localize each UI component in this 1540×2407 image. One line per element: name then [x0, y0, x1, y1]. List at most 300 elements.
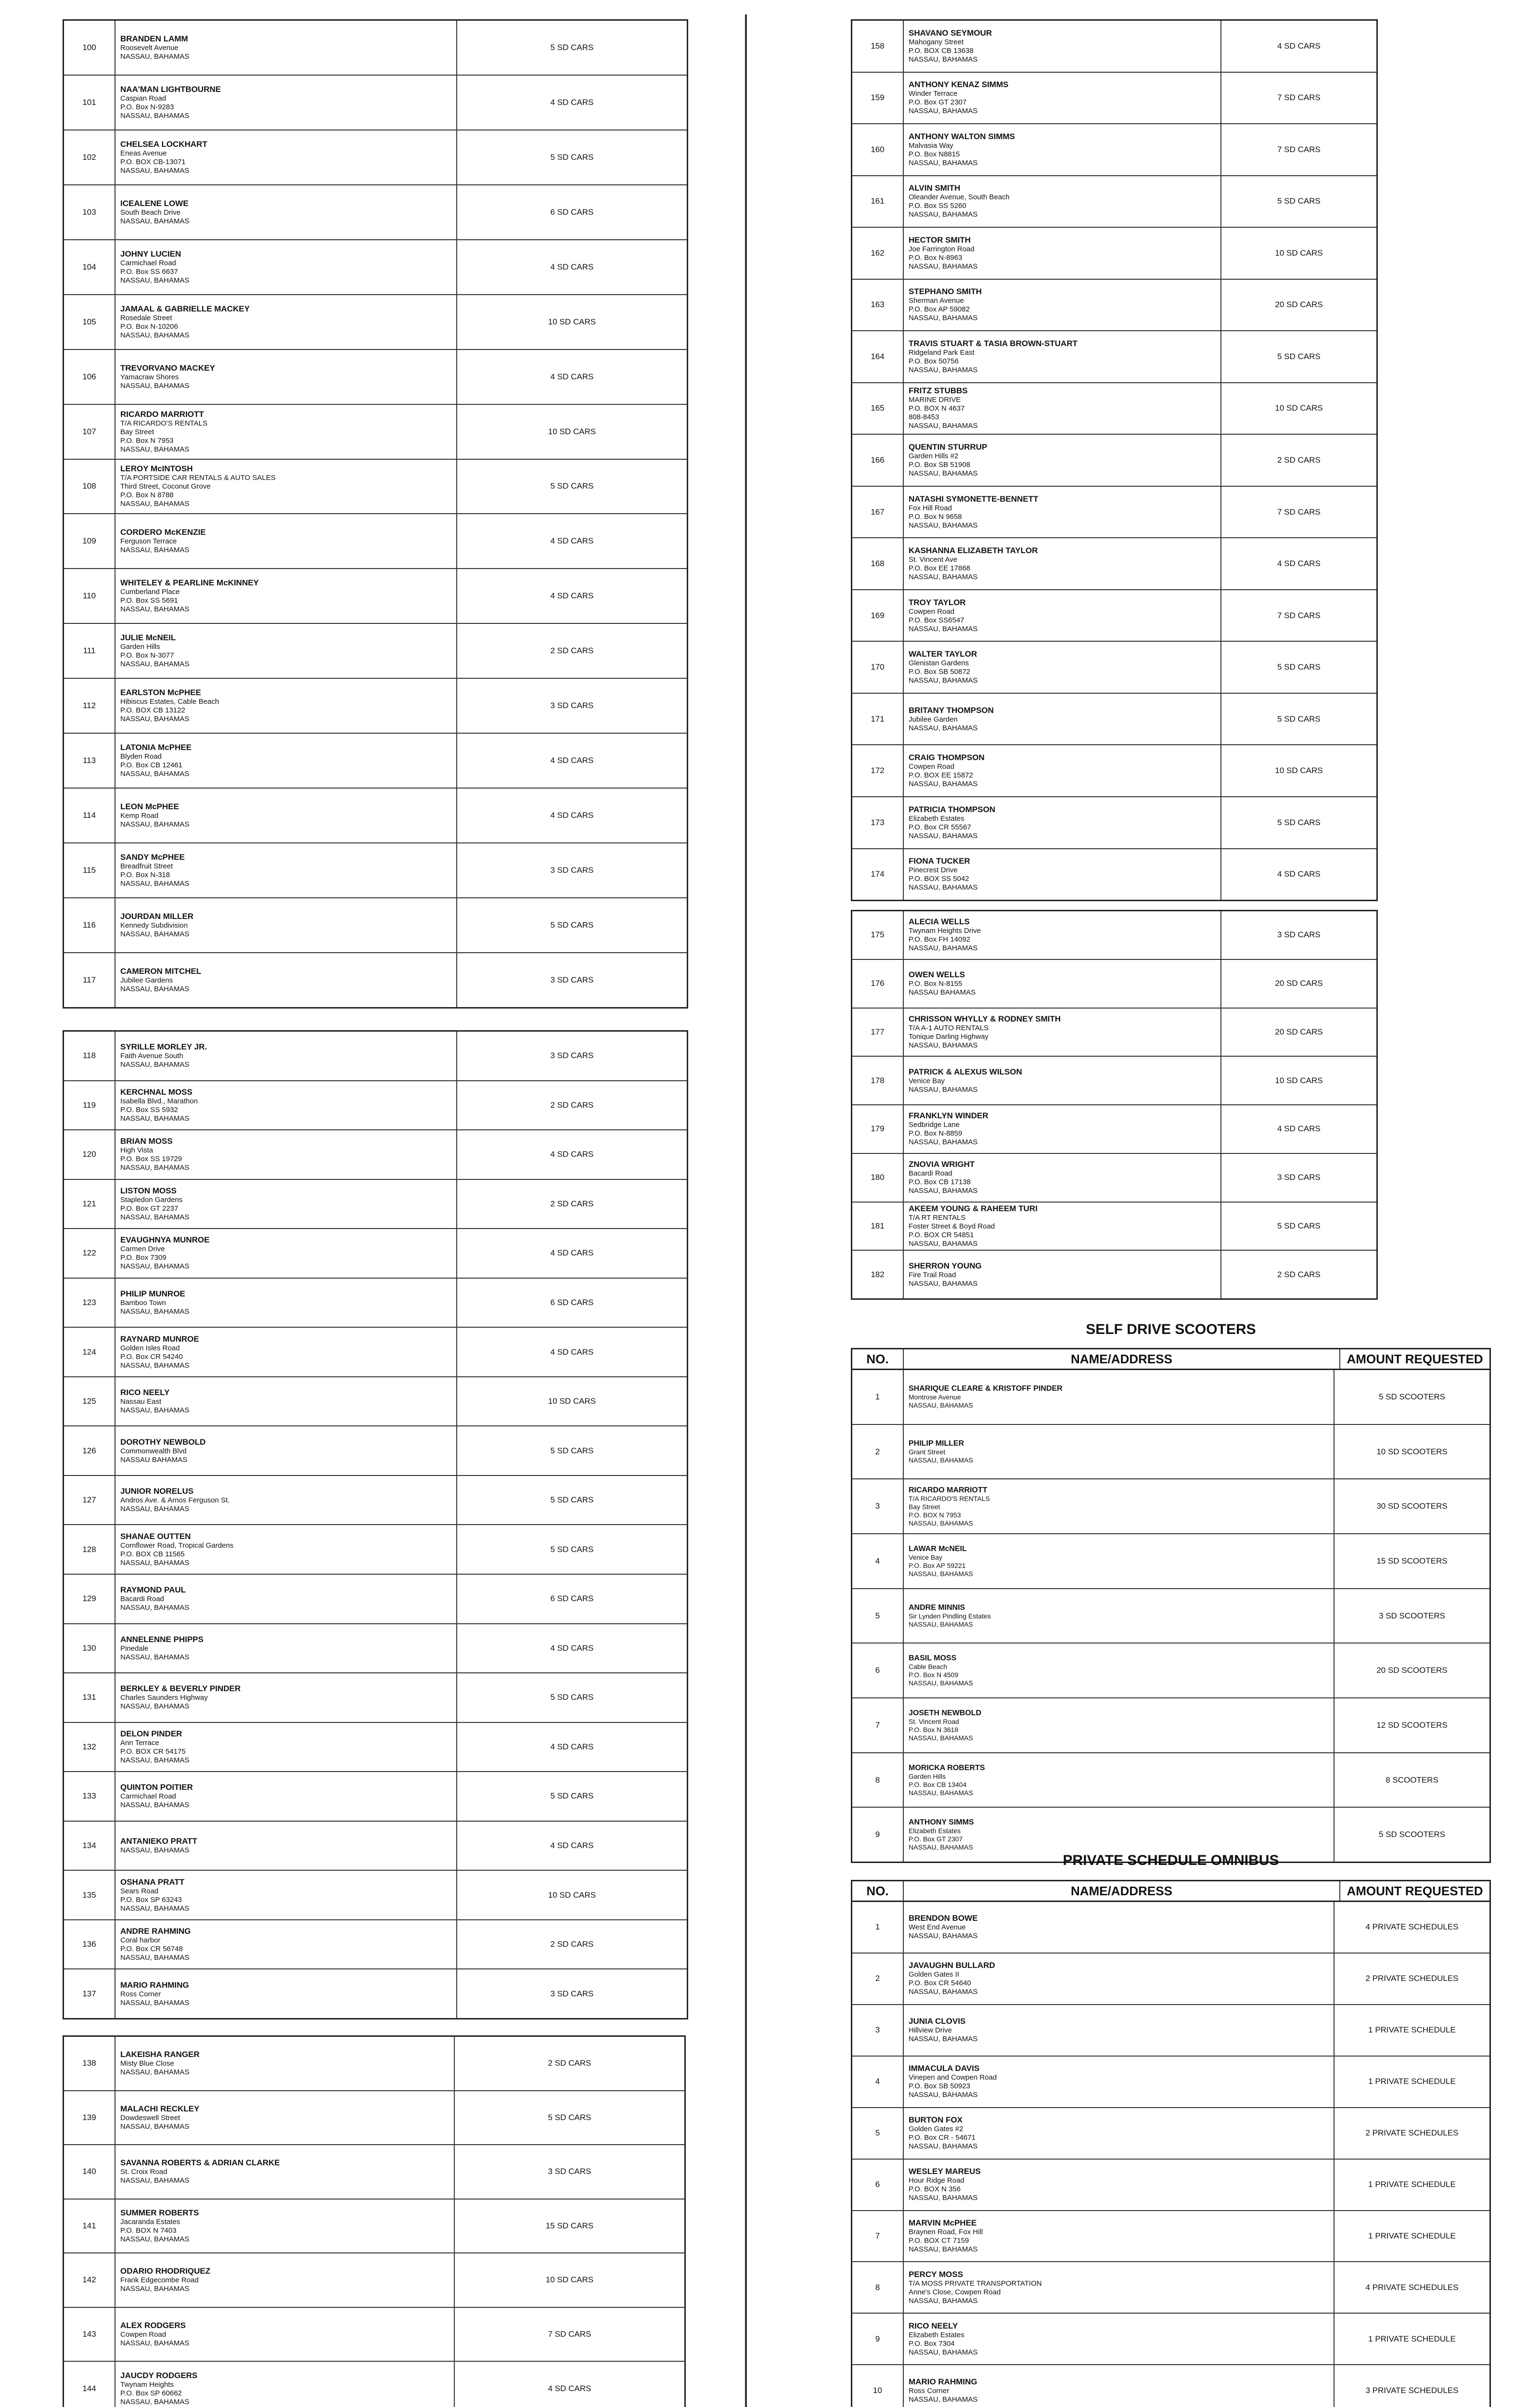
- licensee-name: PHILIP MILLER: [909, 1439, 964, 1448]
- amount-requested: 5 SD SCOOTERS: [1379, 1392, 1445, 1401]
- address-line: NASSAU, BAHAMAS: [120, 2176, 190, 2185]
- address-line: P.O. Box CB 13404: [909, 1780, 967, 1788]
- name-address-cell: [116, 1723, 457, 1772]
- address-line: P.O. Box GT 2237: [120, 1204, 179, 1213]
- address-line: NASSAU, BAHAMAS: [909, 1401, 973, 1410]
- address-line: P.O. Box SP 63243: [120, 1895, 182, 1904]
- table-row: [64, 2091, 684, 2146]
- address-line: Stapledon Gardens: [120, 1195, 183, 1204]
- address-line: NASSAU, BAHAMAS: [120, 111, 190, 120]
- row-number: 2: [852, 1954, 904, 2004]
- name-address-cell: [904, 1203, 1221, 1250]
- table-row: [852, 2314, 1489, 2365]
- address-line: Kemp Road: [120, 812, 159, 820]
- address-line: NASSAU, BAHAMAS: [909, 469, 978, 478]
- row-number: 127: [64, 1476, 116, 1525]
- address-line: NASSAU, BAHAMAS: [120, 1801, 190, 1810]
- table-block-158-174: [851, 19, 1378, 901]
- address-line: Bacardi Road: [909, 1169, 952, 1178]
- licensee-name: OSHANA PRATT: [120, 1877, 185, 1887]
- address-line: NASSAU, BAHAMAS: [909, 422, 978, 430]
- row-number: 8: [852, 1753, 904, 1807]
- address-line: NASSAU, BAHAMAS: [120, 217, 190, 225]
- address-line: NASSAU, BAHAMAS: [120, 1406, 190, 1415]
- address-line: Foster Street & Boyd Road: [909, 1222, 995, 1230]
- licensee-name: BRIAN MOSS: [120, 1137, 173, 1146]
- table-row: [852, 1203, 1376, 1251]
- licensee-name: WALTER TAYLOR: [909, 649, 977, 659]
- address-line: Elizabeth Estates: [909, 2330, 964, 2339]
- name-address-cell: [116, 953, 457, 1007]
- licensee-name: WHITELEY & PEARLINE McKINNEY: [120, 578, 259, 588]
- name-address-cell: [904, 2314, 1335, 2364]
- licensee-name: SHANAE OUTTEN: [120, 1531, 191, 1541]
- amount-requested: 5 SD CARS: [550, 1495, 594, 1505]
- name-address-cell: [904, 960, 1221, 1008]
- address-line: NASSAU, BAHAMAS: [120, 276, 190, 285]
- amount-requested: 2 SD CARS: [550, 646, 594, 656]
- table-row: [852, 960, 1376, 1009]
- address-line: P.O. Box AP 59221: [909, 1561, 966, 1569]
- amount-requested: 5 SD CARS: [550, 481, 594, 491]
- table-row: [852, 331, 1376, 383]
- licensee-name: HECTOR SMITH: [909, 235, 971, 245]
- address-line: NASSAU, BAHAMAS: [909, 2395, 978, 2404]
- address-line: Roosevelt Avenue: [120, 43, 179, 52]
- address-line: Nassau East: [120, 1398, 162, 1406]
- table-row: [64, 1426, 687, 1476]
- licensee-name: CORDERO McKENZIE: [120, 528, 206, 537]
- address-line: NASSAU, BAHAMAS: [909, 2091, 978, 2099]
- licensee-name: JUNIOR NORELUS: [120, 1487, 194, 1496]
- row-number: 4: [852, 2057, 904, 2107]
- table-row: [64, 679, 687, 734]
- name-address-cell: [116, 1426, 457, 1475]
- table-row: [64, 2362, 684, 2407]
- table-row: [64, 350, 687, 405]
- table-row: [852, 1425, 1489, 1480]
- licensee-name: LISTON MOSS: [120, 1186, 177, 1195]
- amount-requested: 1 PRIVATE SCHEDULE: [1368, 2077, 1456, 2086]
- address-line: Faith Avenue South: [120, 1052, 183, 1061]
- amount-requested: 10 SD CARS: [1275, 1075, 1323, 1085]
- licensee-name: RICARDO MARRIOTT: [120, 409, 204, 419]
- licensee-name: ANTHONY KENAZ SIMMS: [909, 80, 1009, 90]
- row-number: 141: [64, 2200, 116, 2253]
- name-address-cell: [116, 1624, 457, 1673]
- table-row: [64, 569, 687, 624]
- row-number: 122: [64, 1229, 116, 1278]
- name-address-cell: [116, 789, 457, 842]
- name-address-cell: [904, 590, 1221, 641]
- amount-requested: 2 SD CARS: [550, 1940, 594, 1949]
- table-row: [852, 176, 1376, 228]
- amount-requested: 3 SD CARS: [550, 701, 594, 711]
- address-line: P.O. Box FH 14092: [909, 935, 971, 944]
- address-line: NASSAU, BAHAMAS: [120, 1604, 190, 1612]
- address-line: P.O. Box 50756: [909, 357, 959, 365]
- name-address-cell: [116, 1525, 457, 1574]
- table-row: [852, 21, 1376, 73]
- row-number: 168: [852, 538, 904, 589]
- table-row: [852, 1251, 1376, 1298]
- table-row: [852, 383, 1376, 435]
- table-row: [852, 1902, 1489, 1954]
- address-line: NASSAU, BAHAMAS: [120, 2068, 190, 2077]
- amount-requested: 2 SD CARS: [1277, 1269, 1321, 1279]
- amount-requested: 5 SD CARS: [550, 152, 594, 162]
- address-line: Winder Terrace: [909, 90, 958, 98]
- address-line: NASSAU, BAHAMAS: [909, 624, 978, 633]
- address-line: NASSAU, BAHAMAS: [909, 944, 978, 953]
- address-line: T/A A-1 AUTO RENTALS: [909, 1023, 989, 1032]
- table-row: [852, 280, 1376, 332]
- address-line: NASSAU, BAHAMAS: [120, 1653, 190, 1661]
- name-address-cell: [904, 911, 1221, 959]
- address-line: NASSAU, BAHAMAS: [120, 880, 190, 888]
- row-number: 172: [852, 745, 904, 796]
- address-line: NASSAU, BAHAMAS: [909, 1041, 978, 1049]
- name-address-cell: [116, 734, 457, 788]
- row-number: 3: [852, 1479, 904, 1533]
- licensee-name: RAYMOND PAUL: [120, 1585, 186, 1595]
- licensee-name: SHAVANO SEYMOUR: [909, 28, 992, 38]
- licensee-name: EVAUGHNYA MUNROE: [120, 1235, 210, 1245]
- amount-requested: 2 SD CARS: [1277, 455, 1321, 465]
- amount-requested: 4 SD CARS: [550, 372, 594, 381]
- address-line: P.O. Box N8815: [909, 150, 960, 158]
- row-number: 182: [852, 1251, 904, 1298]
- address-line: Garden Hills: [909, 1772, 946, 1780]
- amount-requested: 4 SD CARS: [1277, 869, 1321, 879]
- licensee-name: DELON PINDER: [120, 1729, 182, 1738]
- amount-requested: 4 SD CARS: [550, 591, 594, 601]
- address-line: St. Vincent Road: [909, 1717, 959, 1725]
- address-line: P.O. Box SS 5260: [909, 202, 966, 210]
- table-row: [64, 1969, 687, 2018]
- licensee-name: PATRICK & ALEXUS WILSON: [909, 1067, 1022, 1076]
- address-line: NASSAU, BAHAMAS: [909, 107, 978, 116]
- address-line: NASSAU, BAHAMAS: [120, 1262, 190, 1271]
- row-number: 116: [64, 898, 116, 952]
- address-line: P.O. Box SS 5932: [120, 1105, 178, 1114]
- name-address-cell: [116, 679, 457, 733]
- table-row: [64, 21, 687, 76]
- row-number: 9: [852, 1808, 904, 1862]
- address-line: 808-8453: [909, 413, 939, 422]
- address-line: Elizabeth Estates: [909, 814, 964, 823]
- address-line: NASSAU, BAHAMAS: [909, 262, 978, 271]
- scooters-header-row: [852, 1349, 1489, 1370]
- licensee-name: LAWAR McNEIL: [909, 1544, 967, 1553]
- licensee-name: PERCY MOSS: [909, 2269, 963, 2279]
- licensee-name: QUINTON POITIER: [120, 1783, 193, 1792]
- address-line: P.O. BOX CT 7159: [909, 2236, 969, 2245]
- address-line: NASSAU, BAHAMAS: [909, 55, 978, 64]
- name-address-cell: [116, 460, 457, 514]
- address-line: NASSAU, BAHAMAS: [120, 820, 190, 829]
- licensee-name: JAVAUGHN BULLARD: [909, 1961, 995, 1970]
- table-row: [852, 1589, 1489, 1644]
- address-line: P.O. Box CR 54240: [120, 1352, 183, 1361]
- row-number: 128: [64, 1525, 116, 1574]
- licensee-name: TRAVIS STUART & TASIA BROWN-STUART: [909, 338, 1078, 348]
- table-row: [852, 849, 1376, 900]
- licensee-name: JOURDAN MILLER: [120, 911, 194, 921]
- amount-requested: 2 SD CARS: [548, 2058, 591, 2068]
- address-line: P.O. Box CB 17138: [909, 1178, 971, 1187]
- address-line: South Beach Drive: [120, 208, 181, 217]
- row-number: 103: [64, 185, 116, 239]
- table-row: [852, 590, 1376, 642]
- row-number: 121: [64, 1180, 116, 1229]
- address-line: P.O. Box N 7953: [120, 436, 174, 445]
- table-row: [64, 240, 687, 295]
- address-line: Sedbridge Lane: [909, 1121, 960, 1129]
- row-number: 165: [852, 383, 904, 434]
- row-number: 163: [852, 280, 904, 331]
- amount-requested: 10 SD CARS: [1275, 766, 1323, 776]
- name-address-cell: [116, 2308, 455, 2361]
- table-row: [64, 185, 687, 240]
- amount-requested: 5 SD CARS: [550, 42, 594, 52]
- table-row: [852, 1534, 1489, 1589]
- licensee-name: SANDY McPHEE: [120, 853, 185, 862]
- amount-requested: 1 PRIVATE SCHEDULE: [1368, 2231, 1456, 2240]
- row-number: 166: [852, 435, 904, 486]
- amount-requested: 7 SD CARS: [1277, 144, 1321, 154]
- amount-requested: 15 SD CARS: [545, 2221, 594, 2230]
- row-number: 10: [852, 2365, 904, 2407]
- scooters-title: SELF DRIVE SCOOTERS: [1086, 1321, 1256, 1337]
- name-address-cell: [904, 1057, 1221, 1104]
- address-line: NASSAU, BAHAMAS: [909, 1279, 978, 1288]
- name-address-cell: [116, 1575, 457, 1623]
- table-row: [64, 2037, 684, 2091]
- address-line: NASSAU, BAHAMAS: [909, 2245, 978, 2253]
- name-address-cell: [904, 642, 1221, 693]
- name-address-cell: [904, 228, 1221, 279]
- address-line: P.O. Box CR 54640: [909, 1979, 971, 1988]
- address-line: Garden Hills #2: [909, 452, 959, 461]
- address-line: P.O. Box AP 59082: [909, 305, 970, 314]
- amount-requested: 2 PRIVATE SCHEDULES: [1365, 2128, 1459, 2138]
- amount-requested: 3 SD CARS: [1277, 1173, 1321, 1182]
- name-address-cell: [904, 21, 1221, 72]
- name-address-cell: [904, 1534, 1335, 1588]
- address-line: NASSAU, BAHAMAS: [120, 1061, 190, 1069]
- name-address-cell: [904, 1954, 1335, 2004]
- licensee-name: NAA'MAN LIGHTBOURNE: [120, 84, 221, 94]
- name-address-cell: [116, 1476, 457, 1525]
- table-block-100-117: [63, 19, 688, 1009]
- address-line: P.O. Box 7304: [909, 2339, 955, 2348]
- table-row: [64, 1673, 687, 1723]
- row-number: 100: [64, 21, 116, 75]
- row-number: 107: [64, 405, 116, 459]
- address-line: St. Vincent Ave: [909, 556, 958, 564]
- licensee-name: ALEX RODGERS: [120, 2321, 186, 2330]
- licensee-name: NATASHI SYMONETTE-BENNETT: [909, 494, 1039, 504]
- address-line: NASSAU, BAHAMAS: [909, 724, 978, 732]
- address-line: P.O. BOX EE 15872: [909, 771, 973, 780]
- table-row: [64, 843, 687, 898]
- address-line: Carmichael Road: [120, 1792, 176, 1801]
- address-line: P.O. BOX N 7403: [120, 2226, 177, 2235]
- table-row: [64, 624, 687, 679]
- amount-requested: 5 SD SCOOTERS: [1379, 1830, 1445, 1839]
- amount-requested: 4 SD CARS: [1277, 559, 1321, 569]
- address-line: P.O. Box SS6547: [909, 616, 964, 624]
- address-line: NASSAU, BAHAMAS: [120, 770, 190, 778]
- address-line: Sears Road: [120, 1887, 159, 1895]
- licensee-name: BURTON FOX: [909, 2115, 963, 2125]
- omnibus-header-row: [852, 1881, 1489, 1902]
- table-row: [64, 898, 687, 953]
- address-line: Coral harbor: [120, 1936, 161, 1945]
- amount-requested: 4 SD CARS: [550, 97, 594, 107]
- address-line: NASSAU, BAHAMAS: [909, 2194, 978, 2202]
- licensee-name: BRANDEN LAMM: [120, 34, 188, 43]
- address-line: P.O. BOX CB 13638: [909, 46, 974, 55]
- amount-requested: 8 SCOOTERS: [1386, 1775, 1438, 1785]
- licensee-name: QUENTIN STURRUP: [909, 442, 988, 452]
- name-address-cell: [904, 1154, 1221, 1202]
- amount-requested: 20 SD CARS: [1275, 1027, 1323, 1036]
- address-line: NASSAU, BAHAMAS: [120, 2235, 190, 2243]
- address-line: Tonique Darling Highway: [909, 1032, 988, 1041]
- address-line: NASSAU, BAHAMAS: [909, 1679, 973, 1687]
- name-address-cell: [116, 2145, 455, 2199]
- licensee-name: PATRICIA THOMPSON: [909, 804, 996, 814]
- address-line: P.O. Box CR 55567: [909, 823, 971, 831]
- address-line: NASSAU, BAHAMAS: [120, 1998, 190, 2007]
- address-line: Hibiscus Estates, Cable Beach: [120, 698, 219, 706]
- address-line: Grant Street: [909, 1448, 946, 1456]
- row-number: 133: [64, 1772, 116, 1821]
- name-address-cell: [904, 331, 1221, 382]
- name-address-cell: [116, 624, 457, 678]
- licensee-name: BRITANY THOMPSON: [909, 705, 994, 715]
- row-number: 162: [852, 228, 904, 279]
- row-number: 123: [64, 1279, 116, 1327]
- amount-requested: 6 SD CARS: [550, 1594, 594, 1604]
- row-number: 102: [64, 130, 116, 184]
- amount-requested: 12 SD SCOOTERS: [1376, 1720, 1448, 1730]
- row-number: 181: [852, 1203, 904, 1250]
- amount-requested: 4 PRIVATE SCHEDULES: [1365, 2282, 1459, 2292]
- address-line: P.O. BOX CB-13071: [120, 157, 186, 166]
- name-address-cell: [904, 1009, 1221, 1056]
- address-line: Bamboo Town: [120, 1299, 166, 1307]
- address-line: P.O. Box CR 56748: [120, 1945, 183, 1954]
- amount-requested: 4 SD CARS: [550, 262, 594, 272]
- address-line: NASSAU, BAHAMAS: [120, 660, 190, 669]
- licensee-name: KASHANNA ELIZABETH TAYLOR: [909, 546, 1038, 556]
- address-line: NASSAU, BAHAMAS: [909, 1456, 973, 1464]
- address-line: NASSAU, BAHAMAS: [909, 1138, 978, 1147]
- address-line: Mahogany Street: [909, 38, 964, 46]
- address-line: P.O. Box GT 2307: [909, 98, 967, 107]
- name-address-cell: [904, 2005, 1335, 2056]
- licensee-name: FRANKLYN WINDER: [909, 1111, 988, 1121]
- licensee-name: JULIE McNEIL: [120, 633, 176, 643]
- row-number: 169: [852, 590, 904, 641]
- table-row: [852, 694, 1376, 746]
- address-line: NASSAU, BAHAMAS: [909, 1988, 978, 1996]
- address-line: Sherman Avenue: [909, 297, 964, 305]
- row-number: 134: [64, 1822, 116, 1870]
- omnibus-title: PRIVATE SCHEDULE OMNIBUS: [1063, 1852, 1279, 1868]
- address-line: Golden Isles Road: [120, 1344, 180, 1352]
- address-line: NASSAU, BAHAMAS: [120, 1213, 190, 1221]
- address-line: Cowpen Road: [909, 763, 955, 771]
- table-row: [64, 405, 687, 460]
- licensee-name: ANNELENNE PHIPPS: [120, 1634, 204, 1644]
- row-number: 129: [64, 1575, 116, 1623]
- name-address-cell: [904, 1425, 1335, 1479]
- licensee-name: SUMMER ROBERTS: [120, 2208, 199, 2217]
- address-line: P.O. Box SB 51908: [909, 461, 971, 469]
- row-number: 101: [64, 76, 116, 129]
- row-number: 1: [852, 1370, 904, 1424]
- address-line: Breadfruit Street: [120, 862, 173, 871]
- address-line: NASSAU BAHAMAS: [909, 988, 976, 997]
- table-block-138-157: [63, 2035, 686, 2407]
- row-number: 108: [64, 460, 116, 514]
- address-line: NASSAU, BAHAMAS: [120, 1361, 190, 1370]
- address-line: NASSAU, BAHAMAS: [120, 2285, 190, 2293]
- row-number: 120: [64, 1130, 116, 1179]
- address-line: NASSAU, BAHAMAS: [120, 1702, 190, 1711]
- table-row: [852, 911, 1376, 960]
- row-number: 113: [64, 734, 116, 788]
- licensee-name: JOSETH NEWBOLD: [909, 1708, 982, 1717]
- address-line: Bacardi Road: [120, 1595, 164, 1604]
- row-number: 117: [64, 953, 116, 1007]
- table-row: [64, 789, 687, 843]
- licensee-name: ANTHONY SIMMS: [909, 1818, 974, 1827]
- address-line: NASSAU, BAHAMAS: [120, 546, 190, 555]
- address-line: NASSAU BAHAMAS: [120, 1455, 188, 1464]
- table-row: [852, 1643, 1489, 1698]
- address-line: Anne's Close, Cowpen Road: [909, 2288, 1001, 2296]
- address-line: NASSAU, BAHAMAS: [909, 1620, 973, 1629]
- address-line: P.O. BOX SS 5042: [909, 875, 969, 883]
- row-number: 137: [64, 1969, 116, 2018]
- table-row: [64, 1081, 687, 1131]
- address-line: Malvasia Way: [909, 141, 953, 150]
- address-line: P.O. BOX CR 54851: [909, 1230, 974, 1239]
- amount-requested: 5 SD CARS: [550, 1791, 594, 1801]
- amount-requested: 7 SD CARS: [1277, 507, 1321, 517]
- address-line: Eneas Avenue: [120, 149, 167, 157]
- amount-requested: 10 SD CARS: [548, 1397, 596, 1406]
- scooters-header-name: NAME/ADDRESS: [904, 1349, 1340, 1369]
- licensee-name: OWEN WELLS: [909, 970, 965, 980]
- address-line: Fox Hill Road: [909, 504, 952, 512]
- name-address-cell: [904, 1902, 1335, 1953]
- table-row: [852, 2262, 1489, 2314]
- table-row: [852, 228, 1376, 280]
- table-row: [852, 2108, 1489, 2160]
- address-line: St. Croix Road: [120, 2168, 167, 2176]
- table-row: [852, 1009, 1376, 1057]
- table-row: [64, 2308, 684, 2362]
- row-number: 4: [852, 1534, 904, 1588]
- row-number: 144: [64, 2362, 116, 2407]
- table-row: [64, 1871, 687, 1920]
